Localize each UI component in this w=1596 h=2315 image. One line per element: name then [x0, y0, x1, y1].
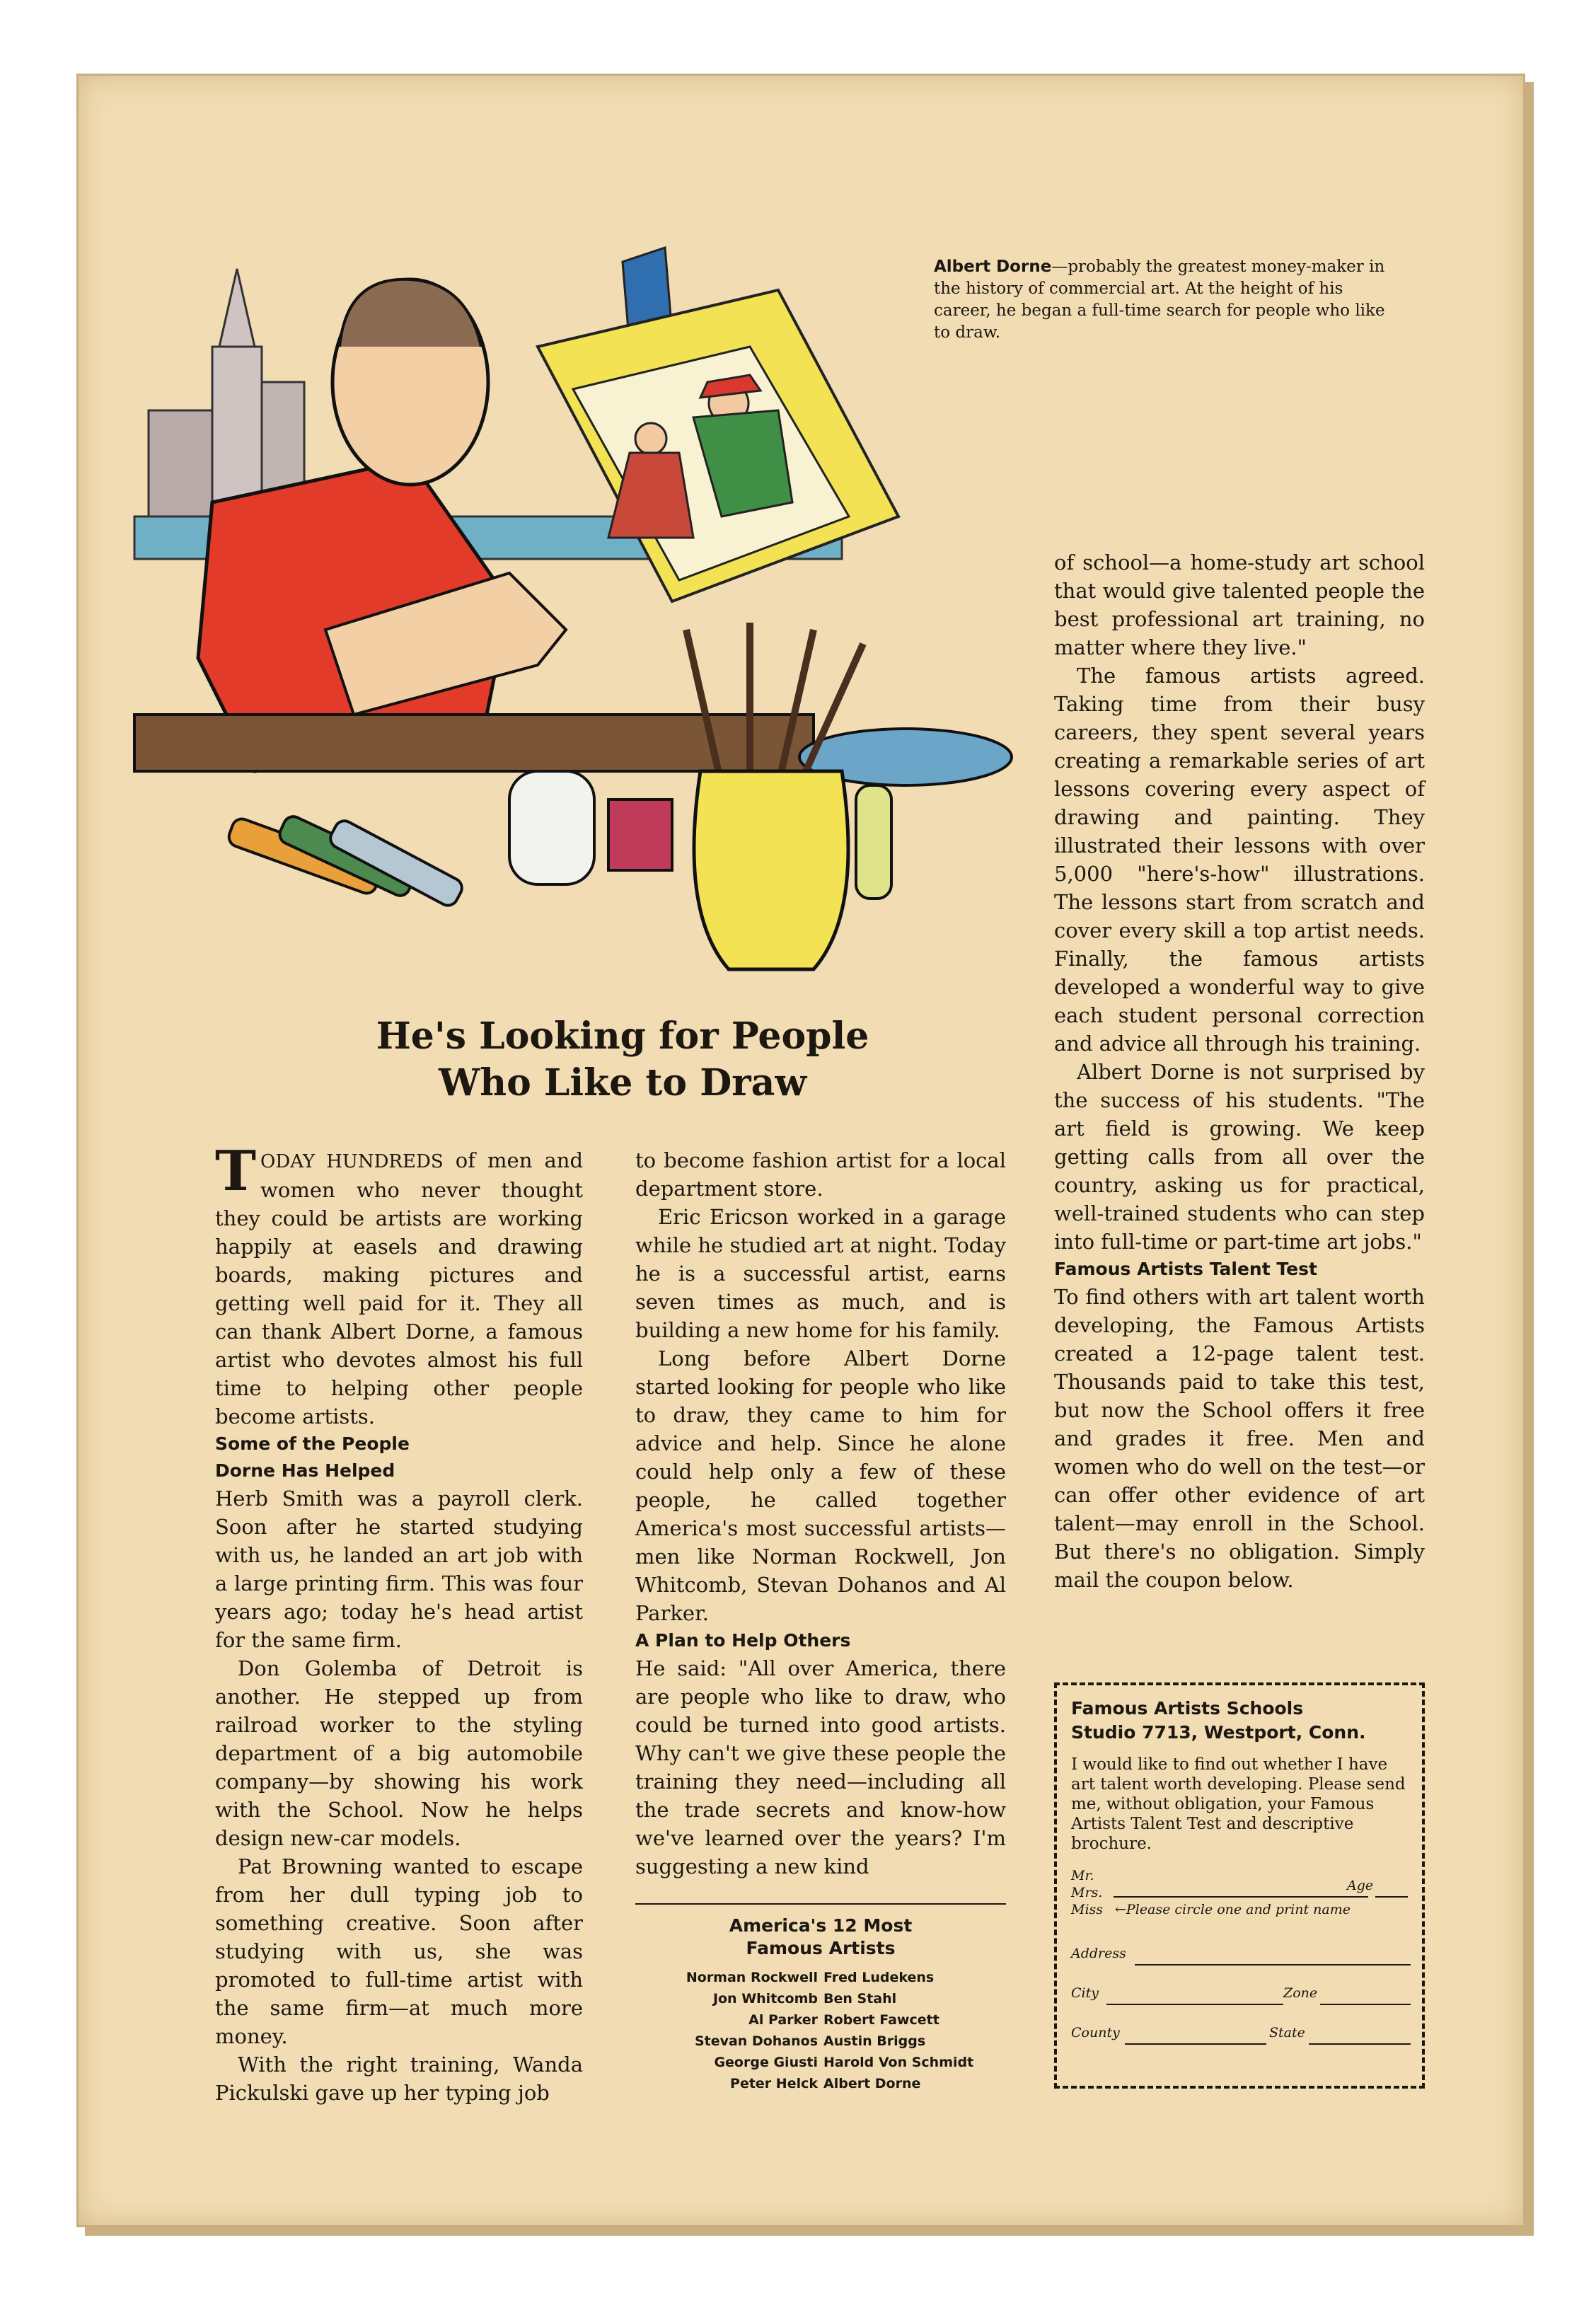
subheading: A Plan to Help Others — [635, 1630, 851, 1651]
article-column-3 — [1054, 548, 1425, 1594]
title-option-mrs[interactable]: Mrs. — [1071, 1885, 1103, 1900]
paragraph: Pat Browning wanted to escape from her dull typing job to something creative. Soon after studying with us, she was promoted to full-time artist with the same firm—at much more money. — [215, 1854, 583, 2048]
age-label: Age — [1347, 1878, 1374, 1893]
lead-caps: ODAY HUNDREDS — [260, 1151, 444, 1172]
artist-name: Austin Briggs — [823, 2033, 926, 2049]
city-zone-field[interactable] — [1071, 1985, 1408, 2009]
paragraph: To find others with art talent worth developing, the Famous Artists created a 12-page talent test. Thousands paid to take this test, but now the School offers it free and grades it free. Men and women who do well on the test—or can offer other evidence of art talent—may enroll in the School. But there's no obligation. Simply mail the coupon below. — [1054, 1285, 1425, 1592]
paragraph: of men and women who never thought they could be artists are working happily at easels and drawing boards, making pictures and getting well paid for it. They all can thank Albert Dorne, a famous artist who devotes almost his full time to helping other people become artists. — [215, 1148, 584, 1428]
artist-name: Stevan Dohanos — [694, 2033, 818, 2049]
drop-cap: T — [215, 1139, 257, 1203]
paragraph: Albert Dorne is not surprised by the success of his students. "The art field is growing. We keep getting calls from all over the country, asking us for practical, well-trained students who can step into full-time or part-time art jobs." — [1054, 1060, 1425, 1254]
table-row — [635, 2073, 1006, 2094]
circle-note: ←Please circle one and print name — [1115, 1902, 1351, 1917]
artist-name: Peter Helck — [730, 2076, 818, 2091]
artist-name: Ben Stahl — [823, 1991, 897, 2007]
coupon-request-text: I would like to find out whether I have art talent worth developing. Please send me, without obligation, your Famous Artists Talent Test and descriptive brochure. — [1071, 1755, 1406, 1853]
artist-name: Al Parker — [748, 2012, 818, 2028]
article-column-2 — [635, 1146, 1006, 1881]
famous-artists-list — [635, 1903, 1006, 2094]
illustration-caption — [934, 256, 1387, 344]
albert-dorne-illustration — [113, 205, 1033, 1005]
caption-text: —probably the greatest money-maker in the history of commercial art. At the height of his career, he began a full-time search for people who like to draw. — [934, 258, 1385, 342]
subheading: Famous Artists Talent Test — [1054, 1259, 1317, 1279]
name-field[interactable] — [1071, 1868, 1408, 1930]
headline-line-1: He's Looking for People — [376, 1015, 869, 1058]
paragraph: Herb Smith was a payroll clerk. Soon after he started studying with us, he landed an art job with a large printing firm. This was four years ago; today he's head artist for the same firm. — [215, 1486, 583, 1652]
headline-line-2: Who Like to Draw — [438, 1061, 807, 1104]
title-option-mr[interactable]: Mr. — [1071, 1868, 1094, 1883]
table-row — [635, 1988, 1006, 2009]
paragraph: Don Golemba of Detroit is another. He stepped up from railroad worker to the styling department of a big automobile company—by showing his work with the School. Now he helps design new-car models. — [215, 1656, 583, 1850]
table-row — [635, 2052, 1006, 2073]
paragraph: The famous artists agreed. Taking time from their busy careers, they spent several years creating a remarkable series of art lessons covering every aspect of drawing and painting. They illustrated their lessons with over 5,000 "here's-how" illustrations. The lessons start from scratch and cover every skill a top artist needs. Finally, the famous artists developed a wonderful way to give each student personal correction and advice all through his training. — [1054, 664, 1425, 1056]
city-label: City — [1071, 1985, 1099, 2001]
coupon-studio-address: Studio 7713, Westport, Conn. — [1071, 1722, 1366, 1743]
list-title: Famous Artists — [746, 1938, 896, 1958]
address-label: Address — [1071, 1946, 1126, 1961]
subheading: Dorne Has Helped — [215, 1460, 395, 1481]
coupon-school-name: Famous Artists Schools — [1071, 1698, 1304, 1719]
county-state-field[interactable] — [1071, 2025, 1408, 2049]
address-field[interactable] — [1071, 1946, 1408, 1970]
subheading: Some of the People — [215, 1433, 410, 1454]
artists-table — [635, 1967, 1006, 2094]
artist-name: Harold Von Schmidt — [823, 2055, 974, 2070]
artist-name: Robert Fawcett — [823, 2012, 939, 2028]
article-column-1 — [215, 1139, 584, 2107]
county-label: County — [1071, 2025, 1120, 2040]
caption-name: Albert Dorne — [934, 258, 1052, 276]
mail-coupon[interactable] — [1054, 1682, 1425, 2089]
paragraph: of school—a home-study art school that would give talented people the best professional art training, no matter where they live." — [1054, 550, 1425, 659]
title-option-miss[interactable]: Miss — [1071, 1902, 1104, 1917]
table-row — [635, 1967, 1006, 1988]
artist-name: Albert Dorne — [823, 2076, 921, 2091]
zone-label: Zone — [1283, 1985, 1318, 2001]
artist-name: Jon Whitcomb — [712, 1991, 818, 2007]
paragraph: Long before Albert Dorne started looking for people who like to draw, they came to him for advice and help. Since he alone could help only a few of these people, he called together America's most successful artists—men like Norman Rockwell, Jon Whitcomb, Stevan Dohanos and Al Parker. — [635, 1346, 1006, 1625]
artist-name: George Giusti — [714, 2055, 818, 2070]
list-title: America's 12 Most — [729, 1915, 913, 1936]
headline — [212, 1013, 1033, 1107]
paragraph: to become fashion artist for a local department store. — [635, 1148, 1006, 1201]
table-row — [635, 2009, 1006, 2031]
brush-jar-icon — [694, 771, 848, 969]
artist-name: Fred Ludekens — [823, 1970, 935, 1985]
state-label: State — [1269, 2025, 1305, 2040]
artist-name: Norman Rockwell — [686, 1970, 818, 1985]
table-row — [635, 2031, 1006, 2052]
paragraph: He said: "All over America, there are people who like to draw, who could be turned into good artists. Why can't we give these people the training they need—including all the trade secrets and know-how we've learned over the years? I'm suggesting a new kind — [635, 1656, 1006, 1878]
paragraph: With the right training, Wanda Pickulski gave up her typing job — [215, 2053, 583, 2105]
paragraph: Eric Ericson worked in a garage while he studied art at night. Today he is a successful artist, earns seven times as much, and is building a new home for his family. — [635, 1205, 1006, 1342]
